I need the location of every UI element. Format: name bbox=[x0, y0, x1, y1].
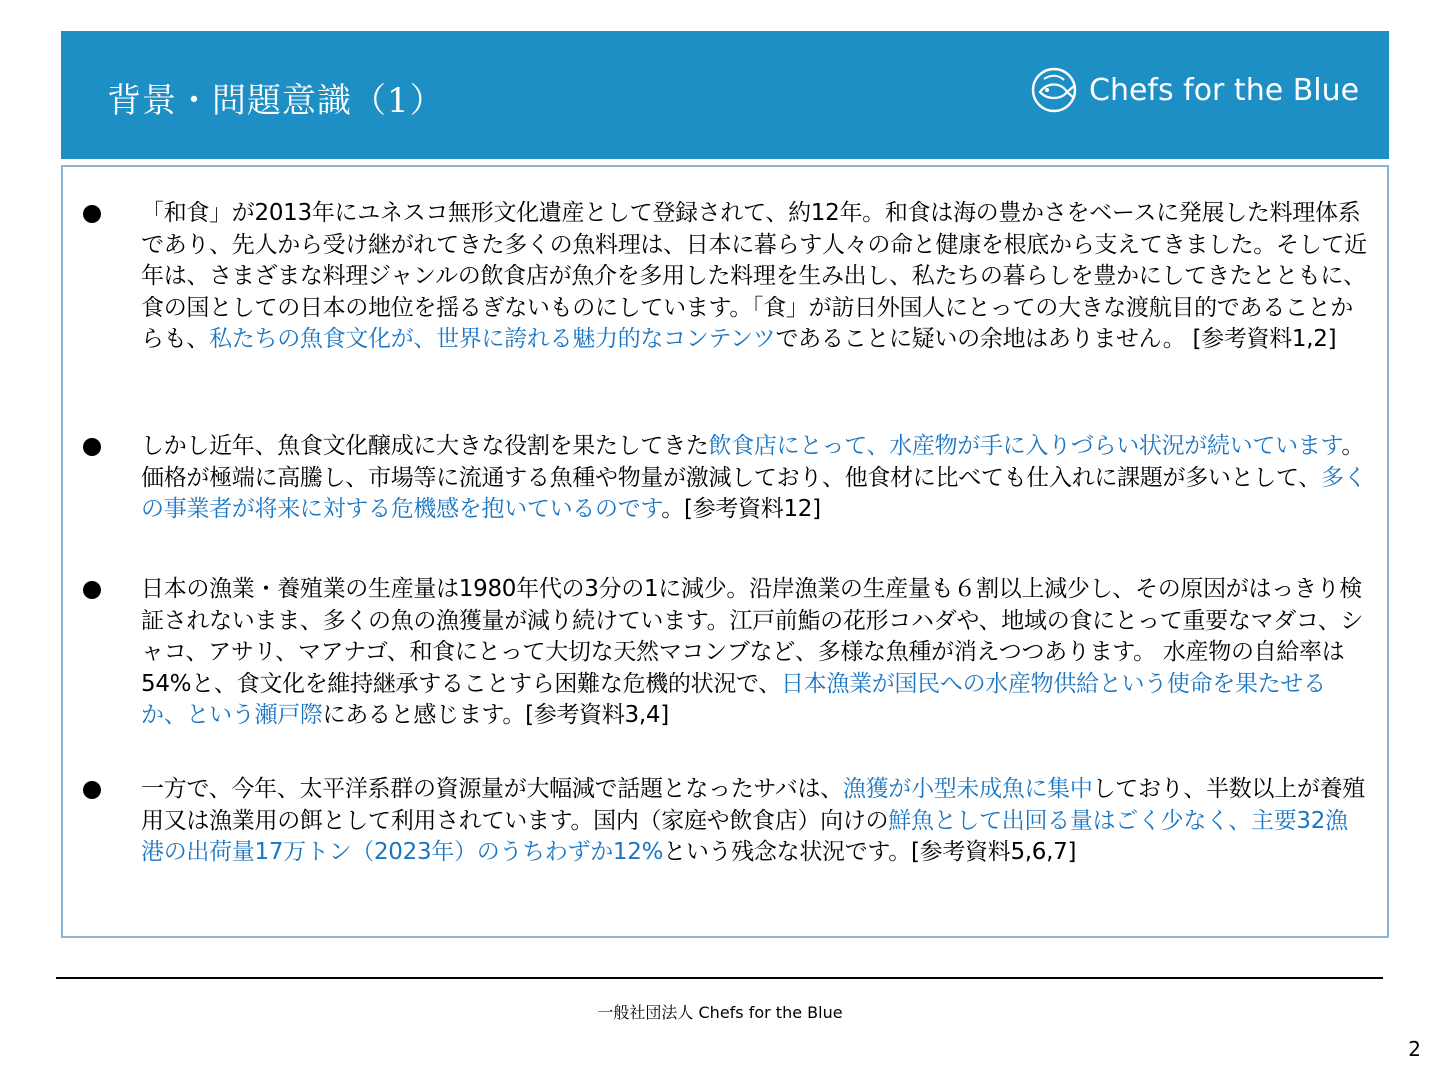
bullet-icon bbox=[83, 781, 101, 799]
paragraph-fishery-decline bbox=[141, 574, 1369, 732]
paragraph-text: という残念な状況です。[参考資料5,6,7] bbox=[663, 839, 1077, 865]
paragraph-text: しかし近年、魚食文化醸成に大きな役割を果たしてきた bbox=[141, 433, 709, 459]
highlighted-text: 漁獲が小型未成魚に集中 bbox=[842, 776, 1093, 802]
paragraph-restaurants bbox=[141, 431, 1369, 526]
brand-logo bbox=[1029, 65, 1359, 115]
highlighted-text: 飲食店にとって、水産物が手に入りづらい状況が続いています bbox=[708, 433, 1342, 459]
paragraph-text: 。[参考資料12] bbox=[661, 496, 821, 522]
paragraph-text: であることに疑いの余地はありません。 [参考資料1,2] bbox=[775, 326, 1337, 352]
bullet-icon bbox=[83, 438, 101, 456]
paragraph-text: 。価格が極端に高騰し、市場等に流通する魚種や物量が激減しており、他食材に比べても仕入れに課題が多いとして、 bbox=[141, 433, 1365, 491]
highlighted-text: 日本漁業が国民への水産物供給という使命を果たせるか、という瀬戸際 bbox=[141, 670, 1326, 728]
footer-organization: 一般社団法人 Chefs for the Blue bbox=[597, 1003, 843, 1022]
highlighted-text: 私たちの魚食文化が、世界に誇れる魅力的なコンテンツ bbox=[209, 326, 776, 352]
paragraph-mackerel bbox=[141, 774, 1369, 869]
paragraph-text: 日本の漁業・養殖業の生産量は1980年代の3分の1に減少。沿岸漁業の生産量も６割以上減少し、その原因がはっきり検証されないまま、多くの魚の漁獲量が減り続けています。江戸前鮨の花形コハダや、地域の食にとって重要なマダコ、シャコ、アサリ、マアナゴ、和食にとって大切な天然マコンブなど、多様な魚種が消えつつあります。 水産物の自給率は54%と、食文化を維持継承することすら困難な危機的状況で、 bbox=[141, 576, 1364, 697]
footer-divider bbox=[56, 977, 1383, 979]
bullet-icon bbox=[83, 581, 101, 599]
paragraph-text: しており、半数以上が養殖用又は漁業用の餌として利用されています。国内（家庭や飲食店）向けの bbox=[141, 776, 1365, 834]
paragraph-washoku bbox=[141, 198, 1369, 356]
highlighted-text: 鮮魚として出回る量はごく少なく、主要32漁港の出荷量17万トン（2023年）のうちわずか12% bbox=[141, 807, 1348, 865]
fish-logo-icon bbox=[1029, 65, 1079, 115]
paragraph-text: 「和食」が2013年にユネスコ無形文化遺産として登録されて、約12年。和食は海の豊かさをベースに発展した料理体系であり、先人から受け継がれてきた多くの魚料理は、日本に暮らす人々の命と健康を根底から支えてきました。そして近年は、さまざまな料理ジャンルの飲食店が魚介を多用した料理を生み出し、私たちの暮らしを豊かにしてきたとともに、食の国としての日本の地位を揺るぎないものにしています。「食」が訪日外国人にとっての大きな渡航目的であることからも、 bbox=[141, 200, 1367, 352]
slide-title: 背景・問題意識（1） bbox=[107, 81, 445, 121]
logo-text: Chefs for the Blue bbox=[1089, 72, 1360, 108]
paragraph-text: にあると感じます。[参考資料3,4] bbox=[322, 702, 669, 728]
bullet-icon bbox=[83, 205, 101, 223]
content-box bbox=[61, 165, 1389, 938]
header-bar bbox=[61, 31, 1389, 159]
paragraph-text: 一方で、今年、太平洋系群の資源量が大幅減で話題となったサバは、 bbox=[141, 776, 843, 802]
highlighted-text: 多くの事業者が将来に対する危機感を抱いているのです bbox=[141, 464, 1367, 522]
page-number: 2 bbox=[1408, 1037, 1421, 1061]
